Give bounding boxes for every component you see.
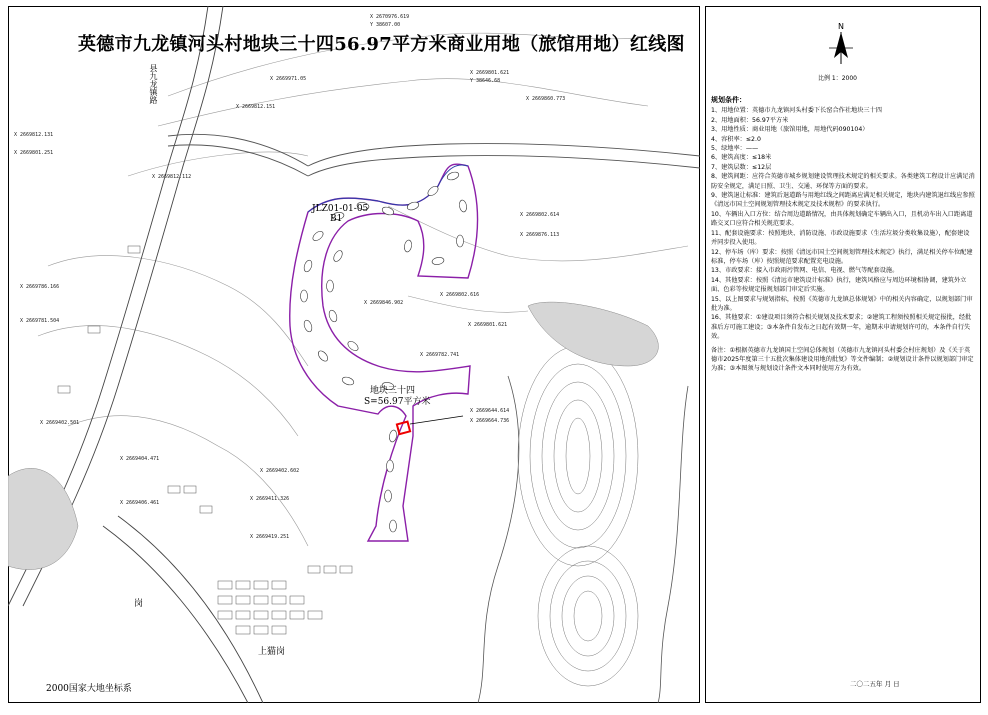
condition-item: 13、市政要求：接入市政雨污管网、电信、电视、燃气等配套设施。 — [711, 267, 899, 275]
coord-label: X 2669664.736 — [470, 418, 510, 424]
coord-label: X 2669802.614 — [520, 212, 560, 218]
conditions-remark: 备注：①根据英德市九龙镇国土空间总体规划（英德市九龙镇河头村委会村庄规划）及《关于英德市2025年度第三十五批次集体建设用地的批复》等文件编制；②规划设计条件以规划部门审定为准；③本图须与规划设计条件文本同时使用方为有效。 — [711, 346, 974, 373]
site-map — [8, 6, 700, 703]
coord-label: X 2669971.05 — [270, 76, 307, 82]
coord-label: X 2669404.471 — [120, 456, 160, 462]
condition-item: 11、配套设施要求：按照地块、消防设施、市政设施要求（生活垃圾分类收集设施），配套建设并同步投入使用。 — [711, 229, 970, 247]
coord-label: X 2669786.166 — [20, 284, 60, 290]
condition-item: 6、建筑高度：≤18米 — [711, 154, 772, 162]
map-title: 英德市九龙镇河头村地块三十四56.97平方米商业用地（旅馆用地）红线图 — [78, 34, 685, 55]
coord-label: X 2669781.504 — [20, 318, 60, 324]
coord-label: X 2669644.614 — [470, 408, 510, 414]
village-label-2: 岗 — [134, 599, 144, 609]
issue-date: 二〇二五年 月 日 — [850, 680, 900, 688]
coord-label: X 2669876.113 — [520, 232, 560, 238]
parcel-class: B1 — [330, 214, 343, 224]
condition-item: 14、其他要求：按照《清远市建筑设计标准》执行，建筑风格应与周边环境相协调，建筑外立面、色彩等按规定报规划部门审定后实施。 — [711, 276, 967, 294]
condition-item: 1、用地位置：英德市九龙镇河头村委下长窑合作社地块三十四 — [711, 107, 882, 115]
coord-label: X 2669801.621 — [470, 70, 510, 76]
coordinate-system-label: 2000国家大地坐标系 — [46, 684, 132, 694]
north-label: N — [838, 22, 844, 31]
coord-label: X 2669801.251 — [14, 150, 54, 156]
coord-label: X 2669402.501 — [40, 420, 80, 426]
condition-item: 7、建筑层数：≤12层 — [711, 163, 772, 171]
coord-label: X 2669812.131 — [14, 132, 54, 138]
condition-item: 8、建筑间距：应符合英德市城乡规划建设管理技术规定的相关要求。各类建筑工程设计应满足消防安全规定，满足日照、卫生、交通、环保等方面的要求。 — [711, 173, 975, 190]
condition-item: 9、建筑退让标准：建筑后退道路与用地红线之间距离应满足相关规定，地块内建筑退红线应参照《清远市国土空间规划管理技术规定及技术规程》的要求执行。 — [711, 192, 975, 209]
condition-item: 5、绿地率：—— — [711, 145, 759, 153]
coord-label: X 2669801.621 — [468, 322, 508, 328]
parcel-area: S=56.97平方米 — [364, 397, 431, 407]
road-label: 县九龙镇路 — [149, 64, 158, 104]
coord-label: X 2669812.151 — [236, 104, 276, 110]
condition-item: 15、以上图要求与规划指标，按照《英德市九龙镇总体规划》中的相关内容确定，以规划部门审批为准。 — [711, 295, 973, 312]
coord-label: X 2669406.461 — [120, 500, 160, 506]
coord-label: X 2669846.902 — [364, 300, 404, 306]
parcel-name: 地块三十四 — [370, 386, 416, 396]
condition-item: 2、用地面积：56.97平方米 — [711, 116, 789, 124]
coord-label: X 2669812.112 — [152, 174, 192, 180]
coord-label: Y 38607.00 — [370, 22, 401, 28]
condition-item: 4、容积率：≤2.0 — [711, 135, 761, 143]
coord-label: X 2669402.602 — [260, 468, 300, 474]
coord-label: X 2669782.741 — [420, 352, 460, 358]
condition-item: 10、车辆出入口方位：结合周边道路情况，由具体规划确定车辆出入口，且机动车出入口距离道路交叉口应符合相关规范要求。 — [711, 210, 973, 228]
planning-conditions — [711, 96, 975, 374]
coord-label: X 2669411.326 — [250, 496, 290, 502]
coord-label: X 2669860.773 — [526, 96, 566, 102]
condition-item: 12、停车场（库）要求：按照《清远市国土空间规划管理技术规定》执行，满足相关停车位配建标准，停车场（库）按照规范要求配置充电设施。 — [711, 248, 973, 265]
village-label: 上猫岗 — [258, 647, 286, 657]
coord-label: X 2669802.616 — [440, 292, 480, 298]
map-scale: 比例 1：2000 — [818, 75, 857, 82]
condition-item: 3、用地性质：商业用地（旅馆用地，用地代码090104） — [711, 126, 869, 134]
condition-item: 16、其他要求：①建设项目须符合相关规划及技术要求；②建筑工程须按照相关规定报批，经批准后方可施工建设；③本条件自发布之日起有效期一年，逾期未申请规划许可的，本条件自行失效。 — [711, 314, 972, 341]
coord-label: X 2670976.619 — [370, 14, 410, 20]
parcel-34-boundary — [397, 422, 410, 435]
coord-label: X 2669419.251 — [250, 534, 290, 540]
north-arrow-icon — [826, 20, 856, 66]
parcel-code: JLZ01-01-05 — [312, 204, 369, 214]
conditions-heading: 规划条件： — [711, 96, 746, 104]
coord-label: Y 38646.68 — [470, 78, 501, 84]
